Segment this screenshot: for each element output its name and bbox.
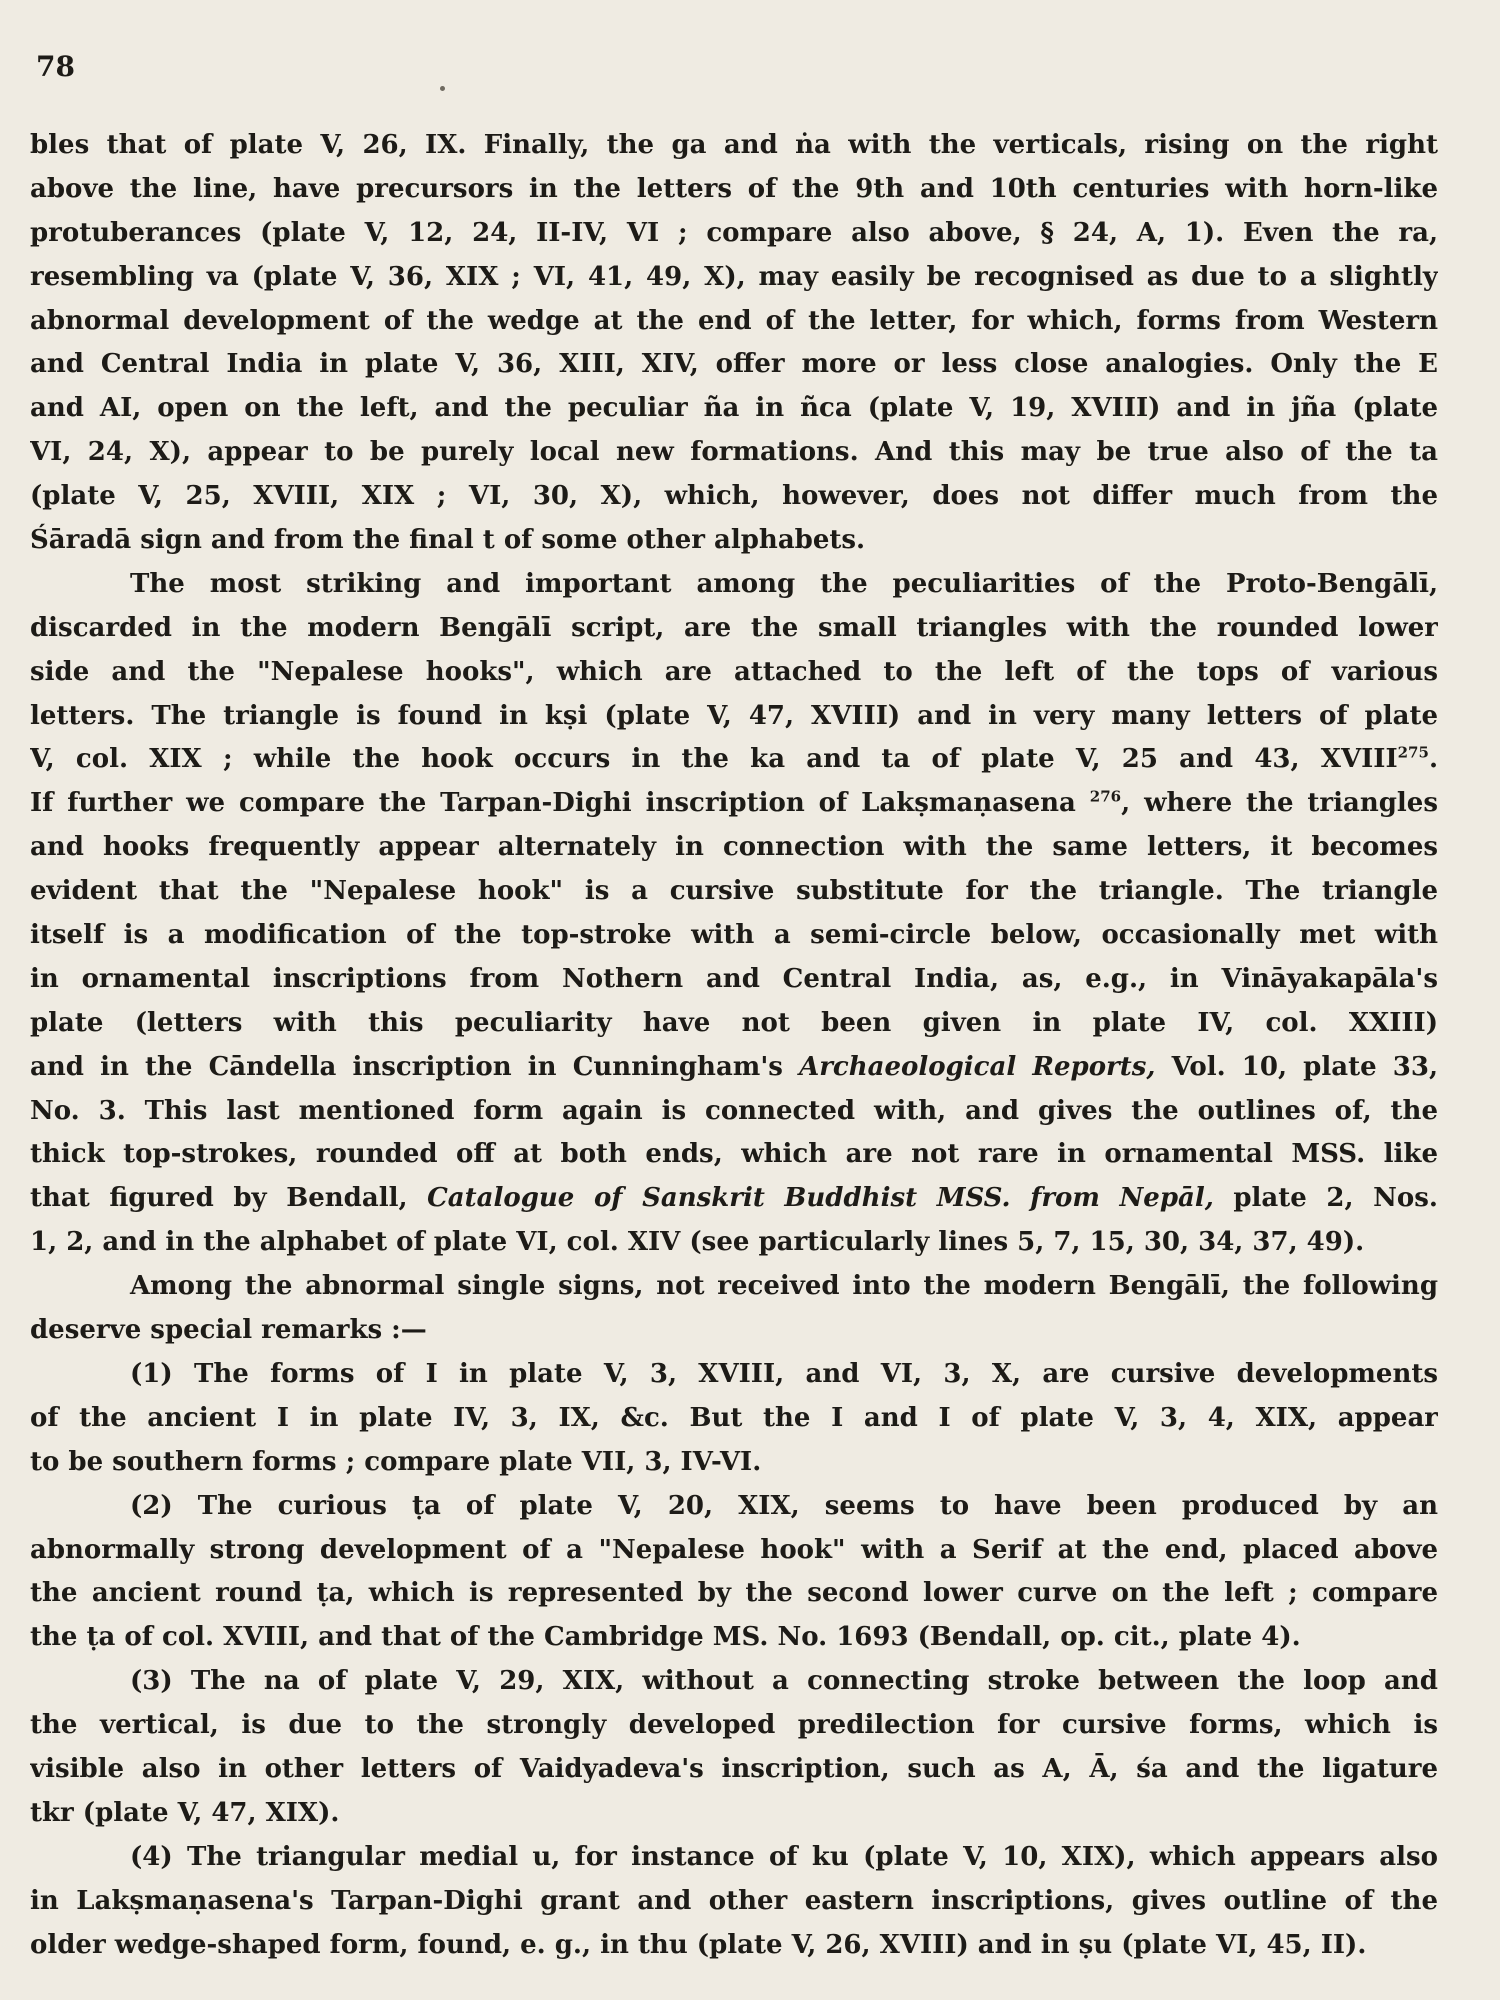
- text-line: (3) The na of plate V, 29, XIX, without a connecting stroke between the loop and: [130, 1666, 1438, 1697]
- paragraph-1: [30, 124, 1438, 563]
- text-line: letters. The triangle is found in kṣi (plate V, 47, XVIII) and in very many letters of plate: [30, 700, 1438, 731]
- text-line: and AI, open on the left, and the peculiar ña in ñca (plate V, 19, XVIII) and in jña (plate: [30, 393, 1438, 424]
- text-line: VI, 24, X), appear to be purely local new formations. And this may be true also of the ta: [30, 437, 1438, 468]
- text-line: discarded in the modern Bengālī script, are the small triangles with the rounded lower: [30, 612, 1438, 643]
- text-line: V, col. XIX ; while the hook occurs in the ka and ta of plate V, 25 and 43, XVIII$^{275}$.: [30, 743, 1438, 775]
- text-line: plate (letters with this peculiarity have not been given in plate IV, col. XXIII): [30, 1007, 1438, 1038]
- text-line: older wedge-shaped form, found, e. g., in thu (plate V, 26, XVIII) and in ṣu (plate VI, 45, II).: [30, 1929, 1367, 1960]
- text-line: itself is a modification of the top-stroke with a semi-circle below, occasionally met with: [30, 920, 1438, 951]
- text-line: the ṭa of col. XVIII, and that of the Cambridge MS. No. 1693 (Bendall, op. cit., plate 4).: [30, 1622, 1301, 1653]
- text-line: protuberances (plate V, 12, 24, II-IV, VI ; compare also above, § 24, A, 1). Even the ra,: [30, 217, 1438, 248]
- text-line: Among the abnormal single signs, not received into the modern Bengālī, the following: [130, 1271, 1438, 1302]
- remark-4: [30, 1836, 1438, 1968]
- text-line: the vertical, is due to the strongly developed predilection for cursive forms, which is: [30, 1710, 1438, 1741]
- remark-1: [30, 1353, 1438, 1485]
- footnote-ref: 276: [1089, 787, 1122, 806]
- text-line: abnormally strong development of a "Nepalese hook" with a Serif at the end, placed above: [30, 1534, 1438, 1565]
- text-line: (2) The curious ṭa of plate V, 20, XIX, seems to have been produced by an: [130, 1490, 1438, 1521]
- text-line: in Lakṣmaṇasena's Tarpan-Dighi grant and other eastern inscriptions, gives outline of the: [30, 1885, 1438, 1916]
- remark-2: [30, 1485, 1438, 1661]
- text-line: deserve special remarks :—: [30, 1315, 427, 1346]
- text-line: bles that of plate V, 26, IX. Finally, the ga and ṅa with the verticals, rising on the right: [30, 130, 1438, 160]
- text-line: and Central India in plate V, 36, XIII, XIV, offer more or less close analogies. Only the E: [30, 349, 1438, 380]
- text-line: thick top-strokes, rounded off at both ends, which are not rare in ornamental MSS. like: [30, 1139, 1438, 1170]
- print-speck: [440, 86, 445, 91]
- text-line: tkr (plate V, 47, XIX).: [30, 1797, 340, 1828]
- text-line: resembling va (plate V, 36, XIX ; VI, 41, 49, X), may easily be recognised as due to a slightly: [30, 261, 1438, 292]
- text-line: 1, 2, and in the alphabet of plate VI, col. XIV (see particularly lines 5, 7, 15, 30, 34, 37, 49).: [30, 1227, 1365, 1258]
- text-line: to be southern forms ; compare plate VII, 3, IV-VI.: [30, 1446, 762, 1477]
- text-line: (plate V, 25, XVIII, XIX ; VI, 30, X), which, however, does not differ much from the: [30, 481, 1438, 512]
- text-line: (4) The triangular medial u, for instance of ku (plate V, 10, XIX), which appears also: [130, 1841, 1438, 1872]
- page-number: 78: [36, 50, 75, 83]
- paragraph-3: [30, 1265, 1438, 1353]
- text-line: The most striking and important among the peculiarities of the Proto-Bengālī,: [130, 568, 1438, 599]
- text-line: visible also in other letters of Vaidyadeva's inscription, such as A, Ā, śa and the ligature: [30, 1753, 1438, 1784]
- text-line: and in the Cāndella inscription in Cunningham's Archaeological Reports, Vol. 10, plate 33,: [30, 1051, 1438, 1082]
- text-line: abnormal development of the wedge at the end of the letter, for which, forms from Western: [30, 305, 1438, 336]
- text-line: (1) The forms of I in plate V, 3, XVIII, and VI, 3, X, are cursive developments: [130, 1358, 1438, 1389]
- paragraph-2: [30, 563, 1438, 1265]
- text-line: the ancient round ṭa, which is represented by the second lower curve on the left ; compare: [30, 1578, 1438, 1609]
- text-line: If further we compare the Tarpan-Dighi inscription of Lakṣmaṇasena $^{276}$, where the triangles: [30, 787, 1438, 819]
- text-line: above the line, have precursors in the letters of the 9th and 10th centuries with horn-like: [30, 173, 1438, 204]
- text-line: of the ancient I in plate IV, 3, IX, &c. But the I and I of plate V, 3, 4, XIX, appear: [30, 1402, 1438, 1433]
- text-line: No. 3. This last mentioned form again is connected with, and gives the outlines of, the: [30, 1095, 1438, 1126]
- italic-title: Catalogue of Sanskrit Buddhist MSS. from Nepāl,: [427, 1183, 1214, 1214]
- text-line: in ornamental inscriptions from Nothern and Central India, as, e.g., in Vināyakapāla's: [30, 963, 1438, 994]
- italic-title: Archaeological Reports,: [799, 1051, 1156, 1082]
- text-line: evident that the "Nepalese hook" is a cursive substitute for the triangle. The triangle: [30, 876, 1438, 907]
- footnote-ref: 275: [1397, 743, 1429, 762]
- text-line: Śāradā sign and from the final t of some other alphabets.: [30, 525, 866, 556]
- text-line: and hooks frequently appear alternately in connection with the same letters, it becomes: [30, 832, 1438, 863]
- text-line: side and the "Nepalese hooks", which are attached to the left of the tops of various: [30, 656, 1438, 687]
- body-text: [30, 124, 1438, 1967]
- text-line: that figured by Bendall, Catalogue of Sanskrit Buddhist MSS. from Nepāl, plate 2, Nos.: [30, 1183, 1438, 1214]
- remark-3: [30, 1660, 1438, 1836]
